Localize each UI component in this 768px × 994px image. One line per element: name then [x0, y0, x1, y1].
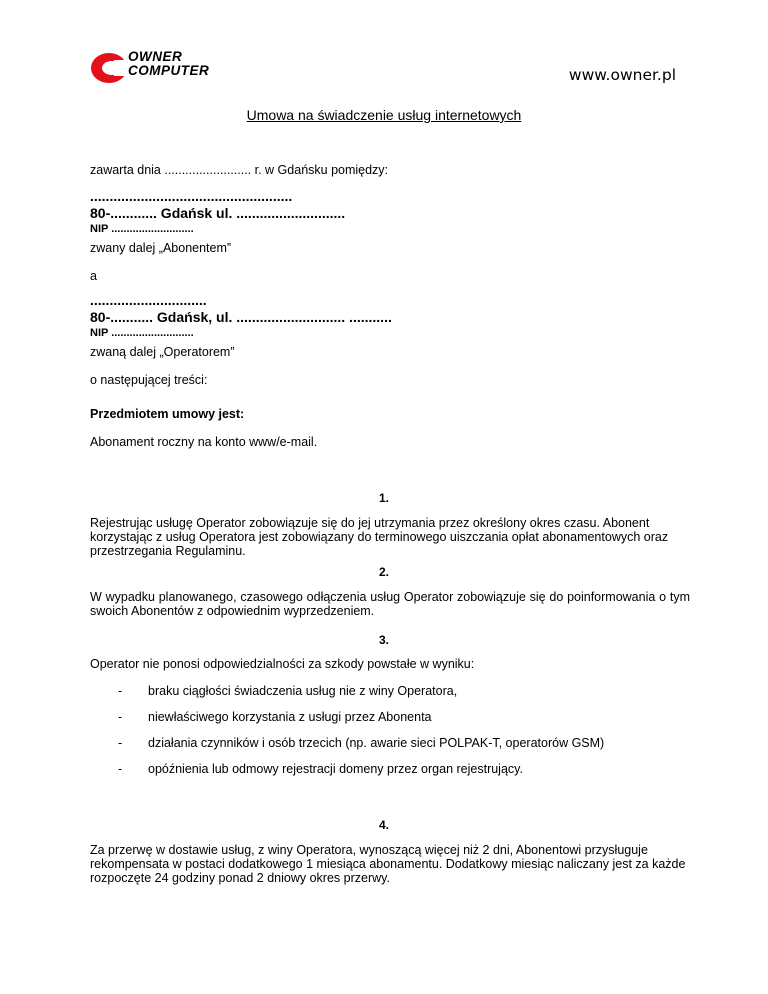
intro-line: zawarta dnia ......................... r. w Gdańsku pomiędzy:: [90, 163, 389, 177]
company-logo: [90, 50, 240, 86]
party2-name: ..............................: [90, 292, 207, 308]
preamble: o następującej treści:: [90, 373, 208, 387]
party1-name: ....................................................: [90, 188, 293, 204]
document-title: Umowa na świadczenie usług internetowych: [246, 107, 522, 123]
logo-swoosh-icon: [90, 50, 130, 86]
section-1-text: Rejestrując usługę Operator zobowiązuje się do jej utrzymania przez określony okres czasu. Abonent korzystając z usług Operatora jest zobowiązany do terminowego uiszczania opłat abonamentowych oraz przestrzegania Regulaminu.: [90, 516, 669, 558]
subject-text: Abonament roczny na konto www/e-mail.: [90, 435, 318, 449]
party2-address: 80-........... Gdańsk, ul. ............................ ...........: [90, 309, 392, 325]
list-dash: -: [118, 736, 123, 750]
conjunction: a: [90, 269, 97, 283]
section-4-number: 4.: [378, 818, 389, 832]
party1-nip: NIP ...........................: [90, 223, 194, 235]
list-item-text: braku ciągłości świadczenia usług nie z winy Operatora,: [148, 684, 458, 698]
logo-line-2: COMPUTER: [128, 63, 210, 78]
section-2-text: W wypadku planowanego, czasowego odłączenia usług Operator zobowiązuje się do poinformowania o tym swoich Abonentów z odpowiednim wyprzedzeniem.: [90, 590, 690, 618]
section-3-text: Operator nie ponosi odpowiedzialności za szkody powstałe w wyniku:: [90, 657, 475, 671]
party2-nip: NIP ...........................: [90, 327, 194, 339]
party1-role: zwany dalej „Abonentem”: [90, 241, 232, 255]
logo-line-1: OWNER: [128, 49, 183, 64]
section-1-number: 1.: [378, 491, 389, 505]
list-dash: -: [118, 762, 123, 776]
section-4-text: Za przerwę w dostawie usług, z winy Operatora, wynoszącą więcej niż 2 dni, Abonentowi przysługuje rekompensata w postaci dodatkowego 1 miesiąca abonamentu. Dodatkowy miesiąc naliczany jest za każde rozpoczęte 24 godziny ponad 2 dniowy okres przerwy.: [90, 843, 686, 885]
list-dash: -: [118, 684, 123, 698]
list-item-text: niewłaściwego korzystania z usługi przez Abonenta: [148, 710, 432, 724]
subject-heading: Przedmiotem umowy jest:: [90, 407, 245, 421]
logo-wordmark: [128, 50, 209, 78]
section-3-number: 3.: [378, 633, 389, 647]
list-item-text: działania czynników i osób trzecich (np. awarie sieci POLPAK-T, operatorów GSM): [148, 736, 605, 750]
party2-role: zwaną dalej „Operatorem”: [90, 345, 235, 359]
section-2-number: 2.: [378, 565, 389, 579]
party1-address: 80-............ Gdańsk ul. ............................: [90, 205, 346, 221]
list-dash: -: [118, 710, 123, 724]
list-item-text: opóźnienia lub odmowy rejestracji domeny przez organ rejestrujący.: [148, 762, 523, 776]
website-url: www.owner.pl: [568, 66, 676, 84]
